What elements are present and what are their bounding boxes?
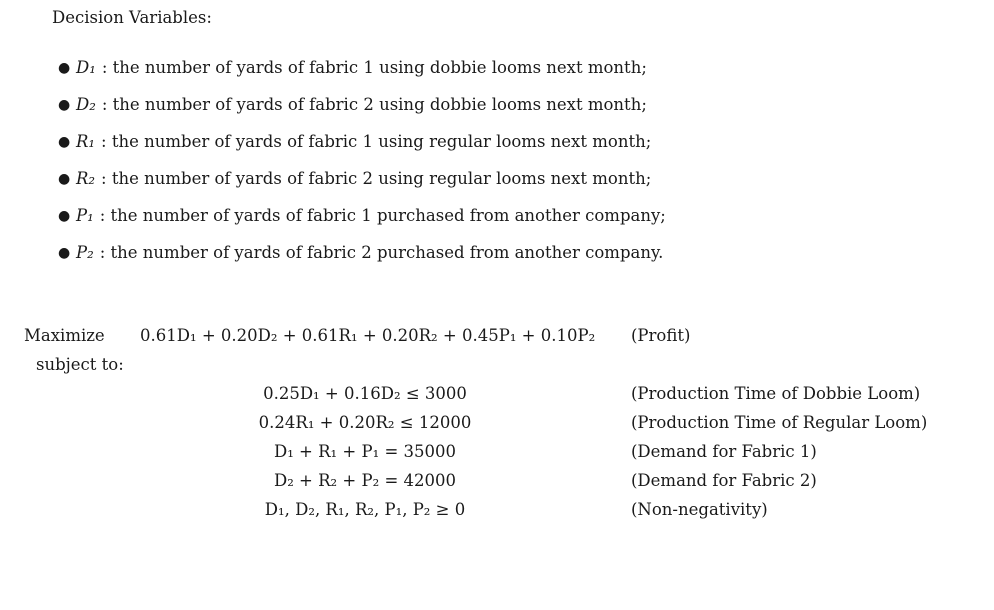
bullet-icon: ●	[58, 134, 71, 150]
bullet-icon: ●	[58, 208, 71, 224]
constraint-row	[0, 442, 994, 471]
constraint-expression: 0.24R₁ + 0.20R₂ ≤ 12000	[258, 413, 472, 432]
constraint-label: (Production Time of Dobbie Loom)	[631, 384, 921, 403]
variable-symbol: P₂	[76, 243, 94, 262]
variable-symbol: R₂	[76, 169, 96, 188]
constraint-expression: D₁ + R₁ + P₁ = 35000	[273, 442, 457, 461]
constraint-label: (Non-negativity)	[631, 500, 768, 519]
variable-symbol: R₁	[76, 132, 96, 151]
variable-symbol: P₁	[76, 206, 94, 225]
variable-description: : the number of yards of fabric 1 using dobbie looms next month;	[101, 58, 647, 77]
variable-description: : the number of yards of fabric 1 using regular looms next month;	[101, 132, 652, 151]
constraint-row	[0, 500, 994, 529]
constraint-expression: D₂ + R₂ + P₂ = 42000	[273, 471, 457, 490]
objective-tag: (Profit)	[631, 326, 691, 345]
constraint-row	[0, 471, 994, 500]
section-heading: Decision Variables:	[52, 8, 212, 27]
constraint-expression: 0.25D₁ + 0.16D₂ ≤ 3000	[263, 384, 467, 403]
variable-description: : the number of yards of fabric 1 purchased from another company;	[99, 206, 666, 225]
bullet-icon: ●	[58, 245, 71, 261]
constraint-label: (Production Time of Regular Loom)	[631, 413, 928, 432]
variable-description: : the number of yards of fabric 2 using regular looms next month;	[101, 169, 652, 188]
variable-description: : the number of yards of fabric 2 using dobbie looms next month;	[101, 95, 647, 114]
constraint-label: (Demand for Fabric 2)	[631, 471, 817, 490]
variable-symbol: D₁	[76, 58, 96, 77]
bullet-icon: ●	[58, 171, 71, 187]
variable-description: : the number of yards of fabric 2 purchased from another company.	[99, 243, 664, 262]
constraint-row	[0, 384, 994, 413]
maximize-label: Maximize	[24, 326, 105, 345]
subject-to-label: subject to:	[36, 355, 124, 374]
objective-function: 0.61D₁ + 0.20D₂ + 0.61R₁ + 0.20R₂ + 0.45P₁ + 0.10P₂	[140, 326, 596, 345]
constraint-label: (Demand for Fabric 1)	[631, 442, 817, 461]
constraint-row	[0, 413, 994, 442]
constraint-expression: D₁, D₂, R₁, R₂, P₁, P₂ ≥ 0	[264, 500, 466, 519]
bullet-icon: ●	[58, 97, 71, 113]
bullet-icon: ●	[58, 60, 71, 76]
variable-symbol: D₂	[76, 95, 96, 114]
